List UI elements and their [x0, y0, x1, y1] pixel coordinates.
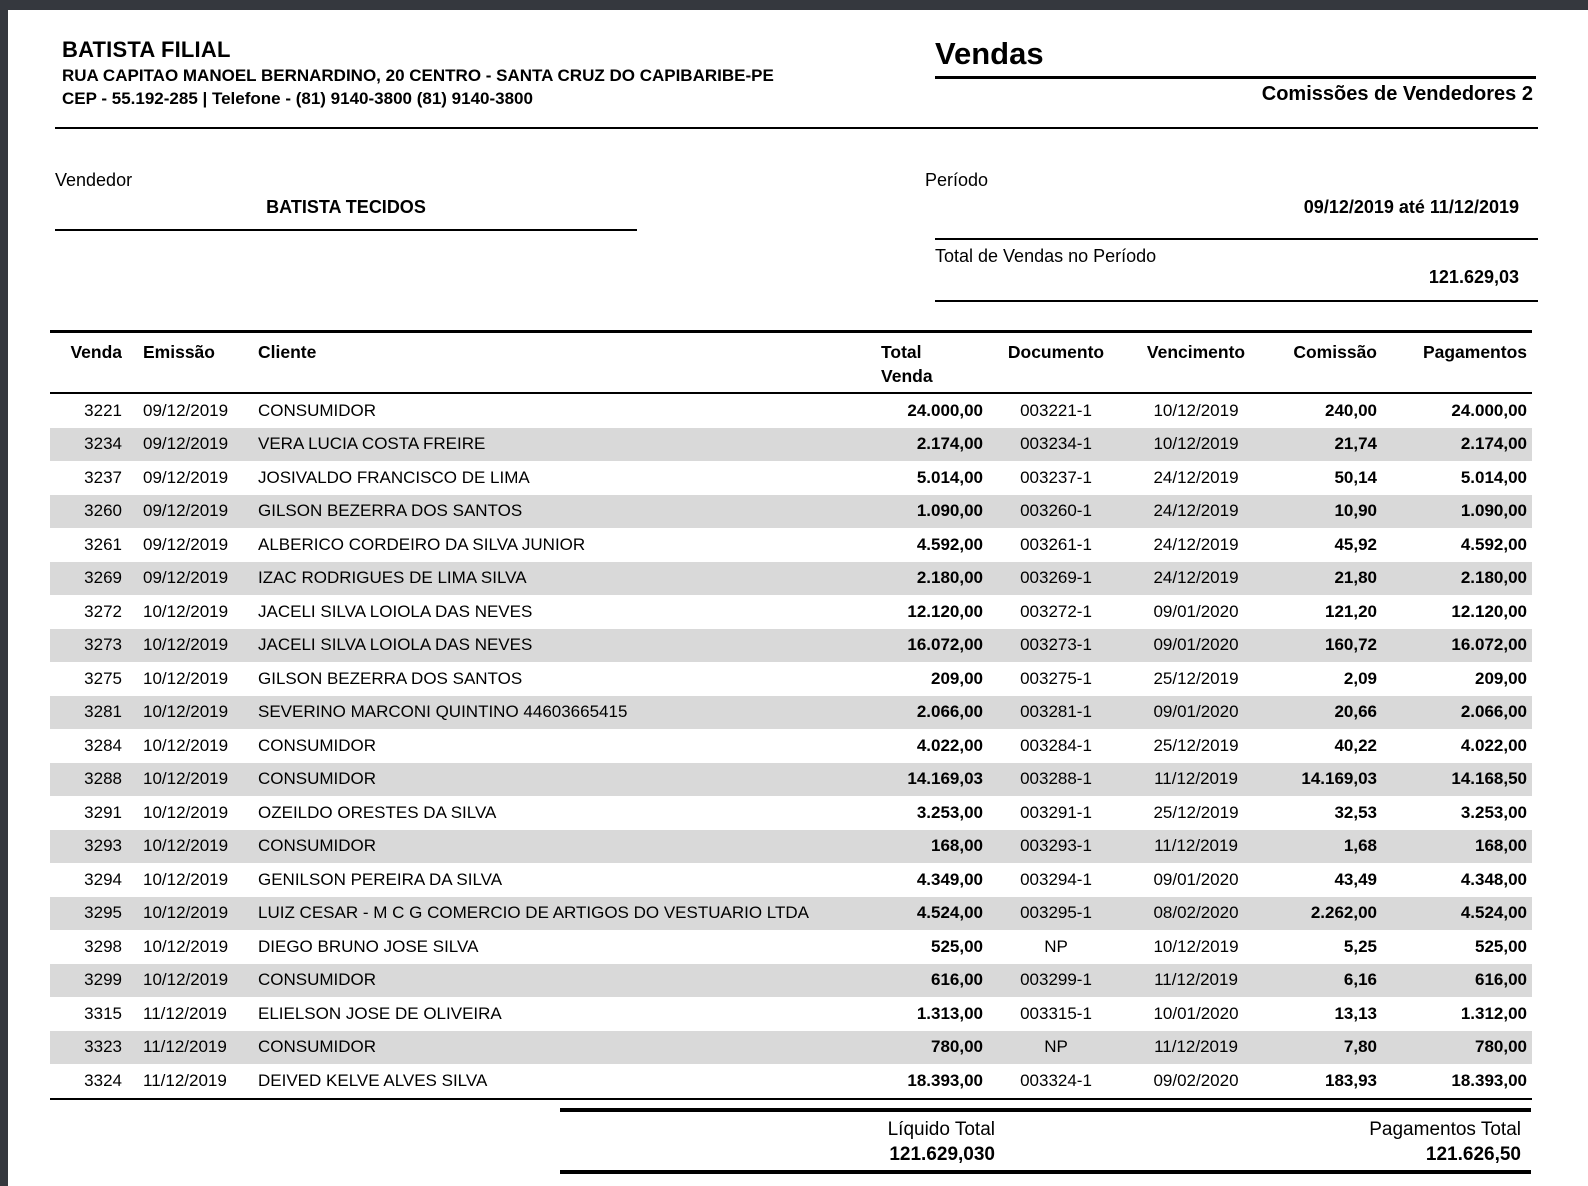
cell-vencimento: 09/01/2020: [1153, 702, 1239, 722]
cell-pagamentos: 12.120,00: [1451, 601, 1527, 621]
cell-total-venda: 4.524,00: [916, 903, 983, 923]
table-row: [50, 964, 1532, 998]
cell-documento: 003237-1: [1020, 467, 1092, 487]
cell-total-venda: 168,00: [931, 836, 983, 856]
cell-venda: 3293: [84, 836, 122, 856]
table-row: [50, 930, 1532, 964]
cell-total-venda: 2.180,00: [916, 568, 983, 588]
cell-vencimento: 24/12/2019: [1153, 467, 1239, 487]
cell-vencimento: 25/12/2019: [1153, 735, 1239, 755]
cell-venda: 3261: [84, 534, 122, 554]
table-row: [50, 528, 1532, 562]
cell-total-venda: 616,00: [931, 970, 983, 990]
cell-pagamentos: 24.000,00: [1451, 400, 1527, 420]
cell-cliente: CONSUMIDOR: [258, 970, 377, 990]
periodo-value: 09/12/2019 até 11/12/2019: [1303, 197, 1519, 217]
cell-cliente: OZEILDO ORESTES DA SILVA: [258, 802, 497, 822]
cell-emissao: 09/12/2019: [143, 434, 229, 454]
table-row: [50, 863, 1532, 897]
table-row: [50, 662, 1532, 696]
report-title-underline: [935, 76, 1536, 79]
table-row: [50, 461, 1532, 495]
cell-documento: 003294-1: [1020, 869, 1092, 889]
cell-comissao: 1,68: [1343, 836, 1377, 856]
cell-total-venda: 4.592,00: [916, 534, 983, 554]
table-row: [50, 1031, 1532, 1065]
cell-emissao: 10/12/2019: [143, 903, 229, 923]
cell-vencimento: 09/02/2020: [1153, 1070, 1239, 1090]
cell-comissao: 14.169,03: [1301, 769, 1377, 789]
window-left-edge: [0, 0, 8, 1186]
cell-emissao: 09/12/2019: [143, 568, 229, 588]
cell-vencimento: 11/12/2019: [1154, 1037, 1238, 1057]
cell-emissao: 10/12/2019: [143, 635, 229, 655]
cell-emissao: 10/12/2019: [143, 970, 229, 990]
table-row: [50, 595, 1532, 629]
cell-comissao: 2,09: [1343, 668, 1377, 688]
total-vendas-underline: [935, 300, 1538, 302]
cell-documento: 003295-1: [1020, 903, 1092, 923]
cell-comissao: 240,00: [1325, 400, 1377, 420]
cell-cliente: CONSUMIDOR: [258, 735, 377, 755]
company-cep-phone: CEP - 55.192-285 | Telefone - (81) 9140-3800 (81) 9140-3800: [62, 89, 533, 108]
total-vendas-value: 121.629,03: [1428, 267, 1519, 287]
cell-venda: 3323: [84, 1037, 122, 1057]
cell-cliente: IZAC RODRIGUES DE LIMA SILVA: [258, 568, 527, 588]
cell-emissao: 10/12/2019: [143, 936, 229, 956]
liquido-total-group: [560, 1117, 995, 1167]
cell-vencimento: 10/12/2019: [1153, 434, 1239, 454]
cell-pagamentos: 525,00: [1475, 936, 1527, 956]
cell-documento: 003269-1: [1020, 568, 1092, 588]
periodo-underline: [935, 238, 1538, 240]
cell-vencimento: 24/12/2019: [1153, 501, 1239, 521]
header-emissao: Emissão: [143, 342, 215, 362]
cell-cliente: GENILSON PEREIRA DA SILVA: [258, 869, 503, 889]
cell-emissao: 10/12/2019: [143, 769, 229, 789]
cell-emissao: 10/12/2019: [143, 735, 229, 755]
cell-emissao: 11/12/2019: [143, 1070, 227, 1090]
cell-venda: 3234: [84, 434, 122, 454]
table-row: [50, 729, 1532, 763]
cell-documento: 003324-1: [1020, 1070, 1092, 1090]
table-row: [50, 897, 1532, 931]
cell-pagamentos: 209,00: [1475, 668, 1527, 688]
cell-vencimento: 11/12/2019: [1154, 970, 1238, 990]
cell-comissao: 183,93: [1325, 1070, 1377, 1090]
cell-venda: 3281: [84, 702, 122, 722]
cell-emissao: 10/12/2019: [143, 869, 229, 889]
cell-comissao: 43,49: [1334, 869, 1377, 889]
cell-pagamentos: 18.393,00: [1451, 1070, 1527, 1090]
cell-documento: 003273-1: [1020, 635, 1092, 655]
cell-venda: 3298: [84, 936, 122, 956]
cell-pagamentos: 14.168,50: [1451, 769, 1527, 789]
cell-total-venda: 3.253,00: [916, 802, 983, 822]
cell-cliente: ELIELSON JOSE DE OLIVEIRA: [258, 1003, 502, 1023]
cell-documento: 003315-1: [1020, 1003, 1092, 1023]
cell-pagamentos: 2.174,00: [1460, 434, 1527, 454]
cell-pagamentos: 780,00: [1475, 1037, 1527, 1057]
cell-vencimento: 10/12/2019: [1153, 936, 1239, 956]
cell-documento: 003221-1: [1020, 400, 1092, 420]
cell-pagamentos: 4.022,00: [1460, 735, 1527, 755]
cell-comissao: 21,74: [1334, 434, 1377, 454]
cell-venda: 3288: [84, 769, 122, 789]
cell-documento: 003299-1: [1020, 970, 1092, 990]
header-venda: Venda: [70, 342, 122, 362]
cell-comissao: 21,80: [1334, 568, 1377, 588]
header-pagamentos: Pagamentos: [1422, 342, 1527, 362]
cell-documento: NP: [1044, 936, 1068, 956]
cell-emissao: 11/12/2019: [143, 1037, 227, 1057]
cell-total-venda: 780,00: [931, 1037, 983, 1057]
cell-vencimento: 24/12/2019: [1153, 568, 1239, 588]
cell-total-venda: 2.066,00: [916, 702, 983, 722]
table-row: [50, 830, 1532, 864]
cell-cliente: CONSUMIDOR: [258, 836, 377, 856]
cell-comissao: 32,53: [1334, 802, 1377, 822]
sales-table-body: [50, 394, 1532, 1100]
table-row: [50, 562, 1532, 596]
cell-documento: 003234-1: [1020, 434, 1092, 454]
company-address: RUA CAPITAO MANOEL BERNARDINO, 20 CENTRO - SANTA CRUZ DO CAPIBARIBE-PE: [62, 66, 774, 85]
cell-pagamentos: 616,00: [1475, 970, 1527, 990]
cell-vencimento: 10/01/2020: [1153, 1003, 1239, 1023]
cell-pagamentos: 4.348,00: [1460, 869, 1527, 889]
cell-cliente: LUIZ CESAR - M C G COMERCIO DE ARTIGOS DO VESTUARIO LTDA: [258, 903, 809, 923]
cell-documento: 003261-1: [1020, 534, 1092, 554]
cell-total-venda: 14.169,03: [907, 769, 983, 789]
table-row: [50, 1064, 1532, 1098]
cell-emissao: 09/12/2019: [143, 501, 229, 521]
pagamentos-total-group: [1101, 1117, 1521, 1167]
cell-comissao: 50,14: [1334, 467, 1377, 487]
cell-venda: 3295: [84, 903, 122, 923]
cell-documento: 003281-1: [1020, 702, 1092, 722]
cell-vencimento: 09/01/2020: [1153, 635, 1239, 655]
cell-emissao: 10/12/2019: [143, 802, 229, 822]
cell-cliente: CONSUMIDOR: [258, 400, 377, 420]
cell-vencimento: 25/12/2019: [1153, 802, 1239, 822]
table-row: [50, 428, 1532, 462]
cell-documento: 003275-1: [1020, 668, 1092, 688]
cell-total-venda: 5.014,00: [916, 467, 983, 487]
cell-venda: 3269: [84, 568, 122, 588]
cell-vencimento: 11/12/2019: [1154, 769, 1238, 789]
cell-vencimento: 25/12/2019: [1153, 668, 1239, 688]
cell-cliente: GILSON BEZERRA DOS SANTOS: [258, 501, 523, 521]
cell-venda: 3272: [84, 601, 122, 621]
cell-emissao: 09/12/2019: [143, 534, 229, 554]
vendedor-underline: [55, 229, 637, 231]
cell-venda: 3324: [84, 1070, 122, 1090]
cell-pagamentos: 1.090,00: [1460, 501, 1527, 521]
table-row: [50, 763, 1532, 797]
cell-emissao: 10/12/2019: [143, 702, 229, 722]
cell-comissao: 7,80: [1343, 1037, 1377, 1057]
cell-documento: 003260-1: [1020, 501, 1092, 521]
table-row: [50, 394, 1532, 428]
table-row: [50, 629, 1532, 663]
sales-table: [50, 330, 1532, 1100]
cell-comissao: 13,13: [1334, 1003, 1377, 1023]
cell-cliente: CONSUMIDOR: [258, 1037, 377, 1057]
cell-total-venda: 4.022,00: [916, 735, 983, 755]
report-title: Vendas: [935, 36, 1044, 71]
cell-cliente: JACELI SILVA LOIOLA DAS NEVES: [258, 635, 533, 655]
vendedor-label: Vendedor: [55, 170, 133, 190]
cell-cliente: JACELI SILVA LOIOLA DAS NEVES: [258, 601, 533, 621]
report-subtitle: Comissões de Vendedores 2: [1261, 83, 1533, 105]
cell-venda: 3221: [84, 400, 122, 420]
company-block: [62, 36, 774, 110]
cell-venda: 3275: [84, 668, 122, 688]
cell-pagamentos: 2.180,00: [1460, 568, 1527, 588]
liquido-total-value: 121.629,030: [889, 1144, 995, 1165]
cell-comissao: 5,25: [1343, 936, 1377, 956]
cell-total-venda: 209,00: [931, 668, 983, 688]
cell-cliente: GILSON BEZERRA DOS SANTOS: [258, 668, 523, 688]
cell-venda: 3260: [84, 501, 122, 521]
cell-total-venda: 525,00: [931, 936, 983, 956]
header-cliente: Cliente: [258, 342, 317, 362]
cell-vencimento: 10/12/2019: [1153, 400, 1239, 420]
cell-total-venda: 2.174,00: [916, 434, 983, 454]
header-total-venda: Total Venda: [881, 342, 933, 386]
cell-emissao: 10/12/2019: [143, 668, 229, 688]
cell-emissao: 11/12/2019: [143, 1003, 227, 1023]
cell-comissao: 6,16: [1343, 970, 1377, 990]
cell-documento: NP: [1044, 1037, 1068, 1057]
cell-pagamentos: 1.312,00: [1460, 1003, 1527, 1023]
cell-cliente: VERA LUCIA COSTA FREIRE: [258, 434, 486, 454]
header-divider: [55, 127, 1538, 129]
table-row: [50, 796, 1532, 830]
header-comissao: Comissão: [1293, 342, 1377, 362]
cell-total-venda: 4.349,00: [916, 869, 983, 889]
cell-emissao: 10/12/2019: [143, 836, 229, 856]
cell-comissao: 160,72: [1325, 635, 1377, 655]
cell-cliente: CONSUMIDOR: [258, 769, 377, 789]
cell-documento: 003272-1: [1020, 601, 1092, 621]
cell-venda: 3284: [84, 735, 122, 755]
header-vencimento: Vencimento: [1146, 342, 1246, 362]
totals-footer: [560, 1108, 1531, 1174]
cell-pagamentos: 16.072,00: [1451, 635, 1527, 655]
cell-venda: 3273: [84, 635, 122, 655]
cell-venda: 3291: [84, 802, 122, 822]
cell-cliente: JOSIVALDO FRANCISCO DE LIMA: [258, 467, 530, 487]
cell-vencimento: 08/02/2020: [1153, 903, 1239, 923]
cell-total-venda: 1.090,00: [916, 501, 983, 521]
company-name: BATISTA FILIAL: [62, 37, 231, 62]
sales-table-header: [50, 333, 1532, 394]
cell-total-venda: 1.313,00: [916, 1003, 983, 1023]
pagamentos-total-value: 121.626,50: [1425, 1144, 1521, 1165]
cell-emissao: 10/12/2019: [143, 601, 229, 621]
cell-total-venda: 12.120,00: [907, 601, 983, 621]
cell-documento: 003291-1: [1020, 802, 1092, 822]
cell-vencimento: 09/01/2020: [1153, 601, 1239, 621]
cell-vencimento: 09/01/2020: [1153, 869, 1239, 889]
cell-cliente: DEIVED KELVE ALVES SILVA: [258, 1070, 488, 1090]
cell-pagamentos: 4.592,00: [1460, 534, 1527, 554]
window-top-edge: [0, 0, 1588, 10]
table-row: [50, 495, 1532, 529]
cell-comissao: 2.262,00: [1310, 903, 1377, 923]
cell-venda: 3299: [84, 970, 122, 990]
cell-documento: 003293-1: [1020, 836, 1092, 856]
pagamentos-total-label: Pagamentos Total: [1369, 1119, 1521, 1140]
header-documento: Documento: [1007, 342, 1105, 362]
cell-comissao: 121,20: [1325, 601, 1377, 621]
cell-emissao: 09/12/2019: [143, 400, 229, 420]
cell-total-venda: 18.393,00: [907, 1070, 983, 1090]
table-row: [50, 997, 1532, 1031]
cell-pagamentos: 4.524,00: [1460, 903, 1527, 923]
cell-venda: 3237: [84, 467, 122, 487]
cell-pagamentos: 3.253,00: [1460, 802, 1527, 822]
cell-documento: 003288-1: [1020, 769, 1092, 789]
cell-comissao: 20,66: [1334, 702, 1377, 722]
cell-comissao: 45,92: [1334, 534, 1377, 554]
cell-vencimento: 24/12/2019: [1153, 534, 1239, 554]
total-vendas-label: Total de Vendas no Período: [935, 246, 1157, 266]
cell-cliente: SEVERINO MARCONI QUINTINO 44603665415: [258, 702, 628, 722]
cell-comissao: 10,90: [1334, 501, 1377, 521]
cell-cliente: DIEGO BRUNO JOSE SILVA: [258, 936, 479, 956]
cell-cliente: ALBERICO CORDEIRO DA SILVA JUNIOR: [258, 534, 586, 554]
cell-documento: 003284-1: [1020, 735, 1092, 755]
cell-total-venda: 16.072,00: [907, 635, 983, 655]
cell-total-venda: 24.000,00: [907, 400, 983, 420]
cell-vencimento: 11/12/2019: [1154, 836, 1238, 856]
liquido-total-label: Líquido Total: [887, 1119, 995, 1140]
cell-pagamentos: 2.066,00: [1460, 702, 1527, 722]
table-row: [50, 696, 1532, 730]
cell-emissao: 09/12/2019: [143, 467, 229, 487]
cell-venda: 3315: [84, 1003, 122, 1023]
cell-venda: 3294: [84, 869, 122, 889]
periodo-label: Período: [925, 170, 989, 190]
cell-pagamentos: 168,00: [1475, 836, 1527, 856]
cell-pagamentos: 5.014,00: [1460, 467, 1527, 487]
vendedor-value: BATISTA TECIDOS: [266, 197, 426, 217]
cell-comissao: 40,22: [1334, 735, 1377, 755]
